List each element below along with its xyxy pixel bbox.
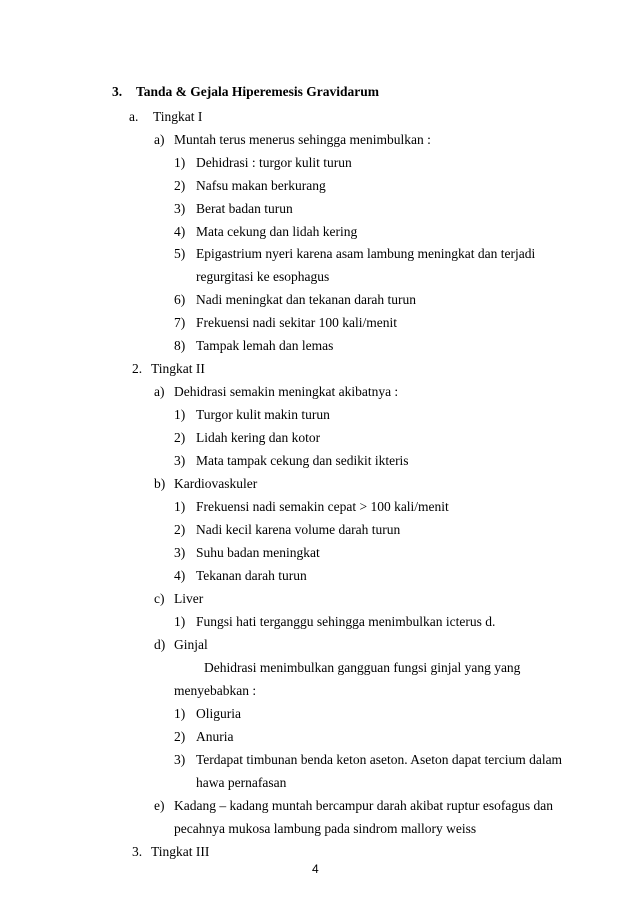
list-label: 2) <box>174 178 186 193</box>
list-label: 2. <box>132 361 143 376</box>
list-item <box>174 568 307 584</box>
list-item <box>154 476 258 492</box>
list-label: 3) <box>174 752 186 767</box>
list-item <box>154 384 399 400</box>
list-item <box>174 614 496 630</box>
level-title: Tingkat III <box>151 844 210 859</box>
paragraph-line: Dehidrasi menimbulkan gangguan fungsi ginjal yang yang <box>204 660 521 675</box>
list-label: 4) <box>174 224 186 239</box>
list-label: 5) <box>174 246 186 261</box>
list-item <box>174 292 417 308</box>
list-text: Mata tampak cekung dan sedikit ikteris <box>196 453 409 468</box>
list-item <box>174 246 536 262</box>
list-text: Ginjal <box>174 637 208 652</box>
list-text: Turgor kulit makin turun <box>196 407 330 422</box>
list-text: Nadi meningkat dan tekanan darah turun <box>196 292 417 307</box>
list-text: Anuria <box>196 729 234 744</box>
list-text: Kadang – kadang muntah bercampur darah akibat ruptur esofagus dan <box>174 798 553 813</box>
list-item <box>174 453 409 469</box>
level-1-header <box>129 109 203 125</box>
list-item <box>154 591 204 607</box>
list-item <box>174 224 358 240</box>
list-label: 3. <box>132 844 143 859</box>
list-text: Mata cekung dan lidah kering <box>196 224 358 239</box>
list-item <box>174 178 326 194</box>
list-label: e) <box>154 798 165 813</box>
list-label: 8) <box>174 338 186 353</box>
list-text: regurgitasi ke esophagus <box>196 269 330 284</box>
list-label: 4) <box>174 568 186 583</box>
heading-text: Tanda & Gejala Hiperemesis Gravidarum <box>136 84 379 99</box>
list-label: 7) <box>174 315 186 330</box>
list-item <box>154 798 553 814</box>
list-item <box>174 522 401 538</box>
list-item <box>174 752 563 768</box>
list-text: Berat badan turun <box>196 201 293 216</box>
list-item <box>174 407 330 423</box>
list-label: 6) <box>174 292 186 307</box>
list-item <box>174 706 241 722</box>
list-label: a) <box>154 384 165 399</box>
list-item <box>174 729 234 745</box>
list-label: 2) <box>174 522 186 537</box>
list-text: Terdapat timbunan benda keton aseton. Aseton dapat tercium dalam <box>196 752 563 767</box>
list-text: hawa pernafasan <box>196 775 287 790</box>
list-label: 3) <box>174 545 186 560</box>
list-label: 3) <box>174 453 186 468</box>
heading-number: 3. <box>112 84 123 99</box>
level-title: Tingkat I <box>153 109 203 124</box>
list-text: Tekanan darah turun <box>196 568 307 583</box>
list-text: Lidah kering dan kotor <box>196 430 321 445</box>
list-text: Nadi kecil karena volume darah turun <box>196 522 401 537</box>
list-item <box>174 338 334 354</box>
list-item <box>174 430 321 446</box>
list-label: a. <box>129 109 139 124</box>
list-item <box>154 132 431 148</box>
list-label: 1) <box>174 407 186 422</box>
list-label: 2) <box>174 729 186 744</box>
list-label: a) <box>154 132 165 147</box>
list-item <box>154 637 208 653</box>
list-text: Muntah terus menerus sehingga menimbulkan : <box>174 132 431 147</box>
list-label: 1) <box>174 155 186 170</box>
paragraph-line: menyebabkan : <box>174 683 257 698</box>
list-text: Frekuensi nadi sekitar 100 kali/menit <box>196 315 397 330</box>
list-text: Nafsu makan berkurang <box>196 178 326 193</box>
list-label: 3) <box>174 201 186 216</box>
level-2-header <box>132 361 205 377</box>
list-label: d) <box>154 637 166 652</box>
list-label: c) <box>154 591 165 606</box>
list-text: Frekuensi nadi semakin cepat > 100 kali/menit <box>196 499 449 514</box>
list-text: Dehidrasi semakin meningkat akibatnya : <box>174 384 399 399</box>
list-text: Oliguria <box>196 706 241 721</box>
list-text: Suhu badan meningkat <box>196 545 320 560</box>
list-text: Liver <box>174 591 204 606</box>
section-heading <box>112 84 379 100</box>
list-label: 1) <box>174 499 186 514</box>
list-text: Fungsi hati terganggu sehingga menimbulkan icterus d. <box>196 614 496 629</box>
list-item <box>174 545 320 561</box>
list-label: 1) <box>174 614 186 629</box>
level-title: Tingkat II <box>151 361 205 376</box>
list-item <box>174 499 449 515</box>
list-item <box>174 201 293 217</box>
list-text: Kardiovaskuler <box>174 476 258 491</box>
list-text: Dehidrasi : turgor kulit turun <box>196 155 352 170</box>
list-text: Tampak lemah dan lemas <box>196 338 334 353</box>
level-3-header <box>132 844 210 860</box>
list-text: Epigastrium nyeri karena asam lambung meningkat dan terjadi <box>196 246 536 261</box>
list-item <box>174 315 397 331</box>
list-label: 1) <box>174 706 186 721</box>
page-number: 4 <box>312 862 319 876</box>
list-item-continuation: pecahnya mukosa lambung pada sindrom mallory weiss <box>174 821 477 836</box>
list-label: 2) <box>174 430 186 445</box>
list-label: b) <box>154 476 166 491</box>
list-item <box>174 155 352 171</box>
